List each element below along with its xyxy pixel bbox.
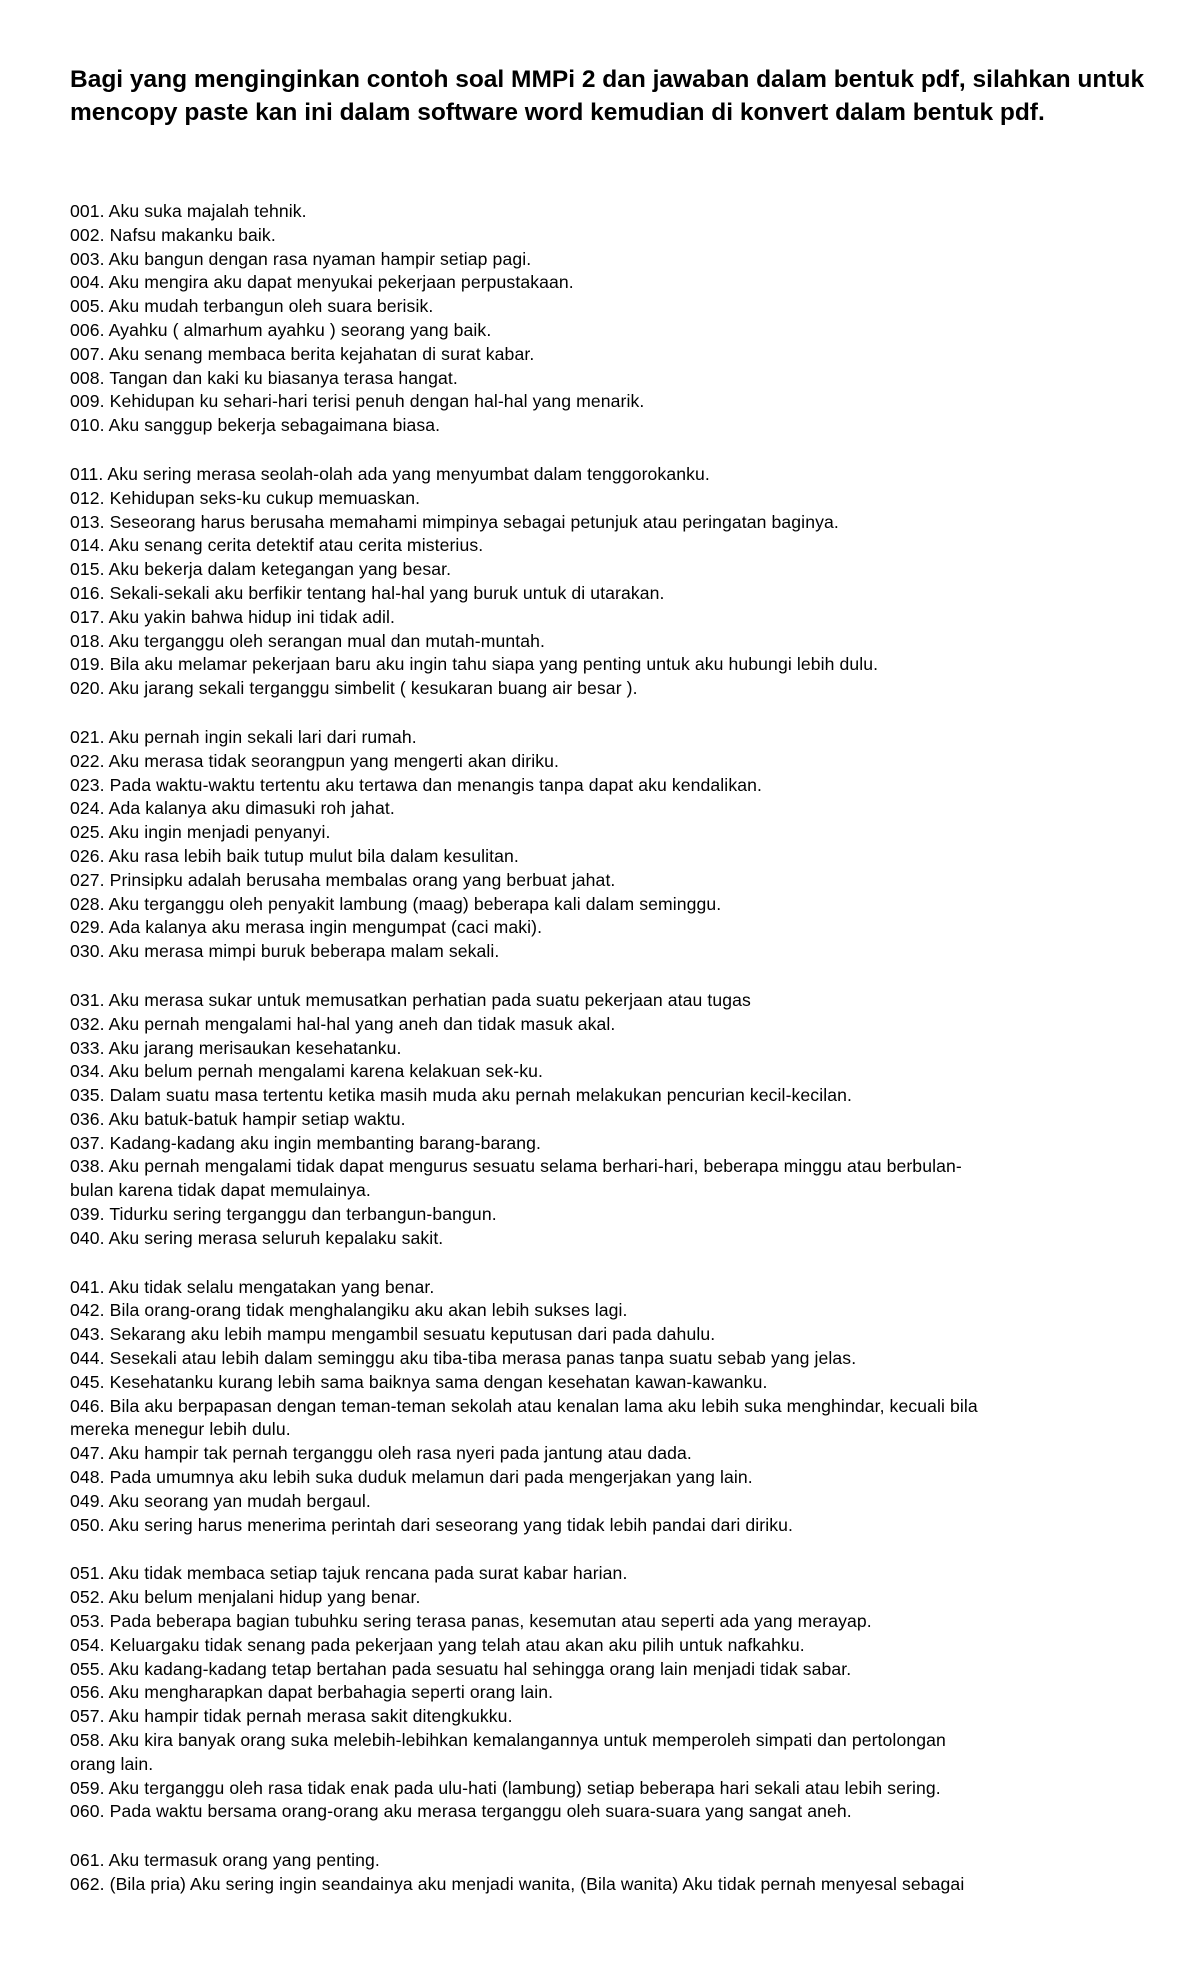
question-item: 036. Aku batuk-batuk hampir setiap waktu. — [70, 1108, 406, 1129]
question-item: 038. Aku pernah mengalami tidak dapat mengurus sesuatu selama berhari-hari, beberapa minggu atau berbulan- bulan karena tidak dapat memulainya. — [70, 1156, 962, 1201]
question-item: 019. Bila aku melamar pekerjaan baru aku ingin tahu siapa yang penting untuk aku hubungi lebih dulu. — [70, 654, 879, 675]
question-item: 043. Sekarang aku lebih mampu mengambil sesuatu keputusan dari pada dahulu. — [70, 1324, 716, 1345]
question-item: 040. Aku sering merasa seluruh kepalaku sakit. — [70, 1227, 444, 1248]
question-item: 012. Kehidupan seks-ku cukup memuaskan. — [70, 487, 421, 508]
question-item: 052. Aku belum menjalani hidup yang benar. — [70, 1587, 421, 1608]
question-item: 047. Aku hampir tak pernah terganggu oleh rasa nyeri pada jantung atau dada. — [70, 1443, 692, 1464]
question-item: 055. Aku kadang-kadang tetap bertahan pada sesuatu hal sehingga orang lain menjadi tidak sabar. — [70, 1658, 852, 1679]
question-item: 032. Aku pernah mengalami hal-hal yang aneh dan tidak masuk akal. — [70, 1013, 616, 1034]
document-heading: Bagi yang menginginkan contoh soal MMPi 2 dan jawaban dalam bentuk pdf, silahkan untuk mencopy paste kan ini dalam software word kemudian di konvert dalam bentuk pdf. — [70, 66, 1145, 126]
question-item: 020. Aku jarang sekali terganggu simbelit ( kesukaran buang air besar ). — [70, 678, 638, 699]
question-item: 018. Aku terganggu oleh serangan mual dan mutah-muntah. — [70, 630, 545, 651]
question-item: 050. Aku sering harus menerima perintah dari seseorang yang tidak lebih pandai dari diriku. — [70, 1514, 794, 1535]
question-item: 007. Aku senang membaca berita kejahatan di surat kabar. — [70, 343, 535, 364]
question-item: 062. (Bila pria) Aku sering ingin seandainya aku menjadi wanita, (Bila wanita) Aku tidak pernah menyesal sebagai — [70, 1874, 965, 1894]
question-item: 029. Ada kalanya aku merasa ingin mengumpat (caci maki). — [70, 917, 543, 938]
question-item: 041. Aku tidak selalu mengatakan yang benar. — [70, 1276, 435, 1297]
question-item: 042. Bila orang-orang tidak menghalangiku aku akan lebih sukses lagi. — [70, 1300, 628, 1321]
question-item: 026. Aku rasa lebih baik tutup mulut bila dalam kesulitan. — [70, 845, 519, 866]
question-list — [70, 200, 1160, 1897]
question-item: 046. Bila aku berpapasan dengan teman-teman sekolah atau kenalan lama aku lebih suka menghindar, kecuali bila mereka menegur lebih dulu. — [70, 1395, 978, 1440]
question-item: 031. Aku merasa sukar untuk memusatkan perhatian pada suatu pekerjaan atau tugas — [70, 989, 751, 1010]
question-item: 005. Aku mudah terbangun oleh suara berisik. — [70, 296, 434, 317]
question-item: 060. Pada waktu bersama orang-orang aku merasa terganggu oleh suara-suara yang sangat aneh. — [70, 1801, 852, 1822]
question-item: 016. Sekali-sekali aku berfikir tentang hal-hal yang buruk untuk di utarakan. — [70, 582, 665, 603]
question-item: 048. Pada umumnya aku lebih suka duduk melamun dari pada mengerjakan yang lain. — [70, 1467, 753, 1488]
question-item: 057. Aku hampir tidak pernah merasa sakit ditengkukku. — [70, 1706, 513, 1727]
question-item: 053. Pada beberapa bagian tubuhku sering terasa panas, kesemutan atau seperti ada yang merayap. — [70, 1611, 872, 1632]
question-item: 006. Ayahku ( almarhum ayahku ) seorang yang baik. — [70, 319, 492, 340]
question-item: 061. Aku termasuk orang yang penting. — [70, 1850, 380, 1871]
question-item: 014. Aku senang cerita detektif atau cerita misterius. — [70, 535, 484, 556]
question-item: 011. Aku sering merasa seolah-olah ada yang menyumbat dalam tenggorokanku. — [70, 463, 710, 484]
question-item: 004. Aku mengira aku dapat menyukai pekerjaan perpustakaan. — [70, 272, 574, 293]
question-item: 044. Sesekali atau lebih dalam seminggu aku tiba-tiba merasa panas tanpa suatu sebab yang jelas. — [70, 1348, 857, 1369]
question-item: 003. Aku bangun dengan rasa nyaman hampir setiap pagi. — [70, 248, 532, 269]
question-item: 021. Aku pernah ingin sekali lari dari rumah. — [70, 726, 417, 747]
question-item: 027. Prinsipku adalah berusaha membalas orang yang berbuat jahat. — [70, 869, 616, 890]
question-item: 013. Seseorang harus berusaha memahami mimpinya sebagai petunjuk atau peringatan baginya. — [70, 511, 839, 532]
question-item: 030. Aku merasa mimpi buruk beberapa malam sekali. — [70, 941, 500, 962]
question-item: 051. Aku tidak membaca setiap tajuk rencana pada surat kabar harian. — [70, 1563, 628, 1584]
question-item: 022. Aku merasa tidak seorangpun yang mengerti akan diriku. — [70, 750, 560, 771]
question-item: 002. Nafsu makanku baik. — [70, 224, 276, 245]
question-item: 045. Kesehatanku kurang lebih sama baiknya sama dengan kesehatan kawan-kawanku. — [70, 1371, 768, 1392]
question-item: 028. Aku terganggu oleh penyakit lambung (maag) beberapa kali dalam seminggu. — [70, 893, 722, 914]
question-item: 034. Aku belum pernah mengalami karena kelakuan sek-ku. — [70, 1061, 543, 1082]
question-item: 024. Ada kalanya aku dimasuki roh jahat. — [70, 798, 395, 819]
question-item: 015. Aku bekerja dalam ketegangan yang besar. — [70, 559, 452, 580]
question-item: 033. Aku jarang merisaukan kesehatanku. — [70, 1037, 402, 1058]
question-item: 017. Aku yakin bahwa hidup ini tidak adil. — [70, 606, 396, 627]
question-item: 008. Tangan dan kaki ku biasanya terasa hangat. — [70, 367, 458, 388]
question-item: 035. Dalam suatu masa tertentu ketika masih muda aku pernah melakukan pencurian kecil-kecilan. — [70, 1085, 852, 1106]
question-item: 039. Tidurku sering terganggu dan terbangun-bangun. — [70, 1204, 497, 1225]
question-item: 001. Aku suka majalah tehnik. — [70, 201, 307, 221]
question-item: 058. Aku kira banyak orang suka melebih-lebihkan kemalangannya untuk memperoleh simpati dan pertolongan orang lain. — [70, 1730, 946, 1774]
question-item: 025. Aku ingin menjadi penyanyi. — [70, 822, 331, 843]
question-item: 054. Keluargaku tidak senang pada pekerjaan yang telah atau akan aku pilih untuk nafkahku. — [70, 1634, 805, 1655]
question-item: 059. Aku terganggu oleh rasa tidak enak pada ulu-hati (lambung) setiap beberapa hari sekali atau lebih sering. — [70, 1777, 941, 1798]
question-item: 009. Kehidupan ku sehari-hari terisi penuh dengan hal-hal yang menarik. — [70, 391, 645, 412]
question-item: 023. Pada waktu-waktu tertentu aku tertawa dan menangis tanpa dapat aku kendalikan. — [70, 774, 762, 795]
question-item: 056. Aku mengharapkan dapat berbahagia seperti orang lain. — [70, 1682, 554, 1703]
question-item: 049. Aku seorang yan mudah bergaul. — [70, 1490, 371, 1511]
question-item: 037. Kadang-kadang aku ingin membanting barang-barang. — [70, 1132, 541, 1153]
question-item: 010. Aku sanggup bekerja sebagaimana biasa. — [70, 415, 441, 436]
